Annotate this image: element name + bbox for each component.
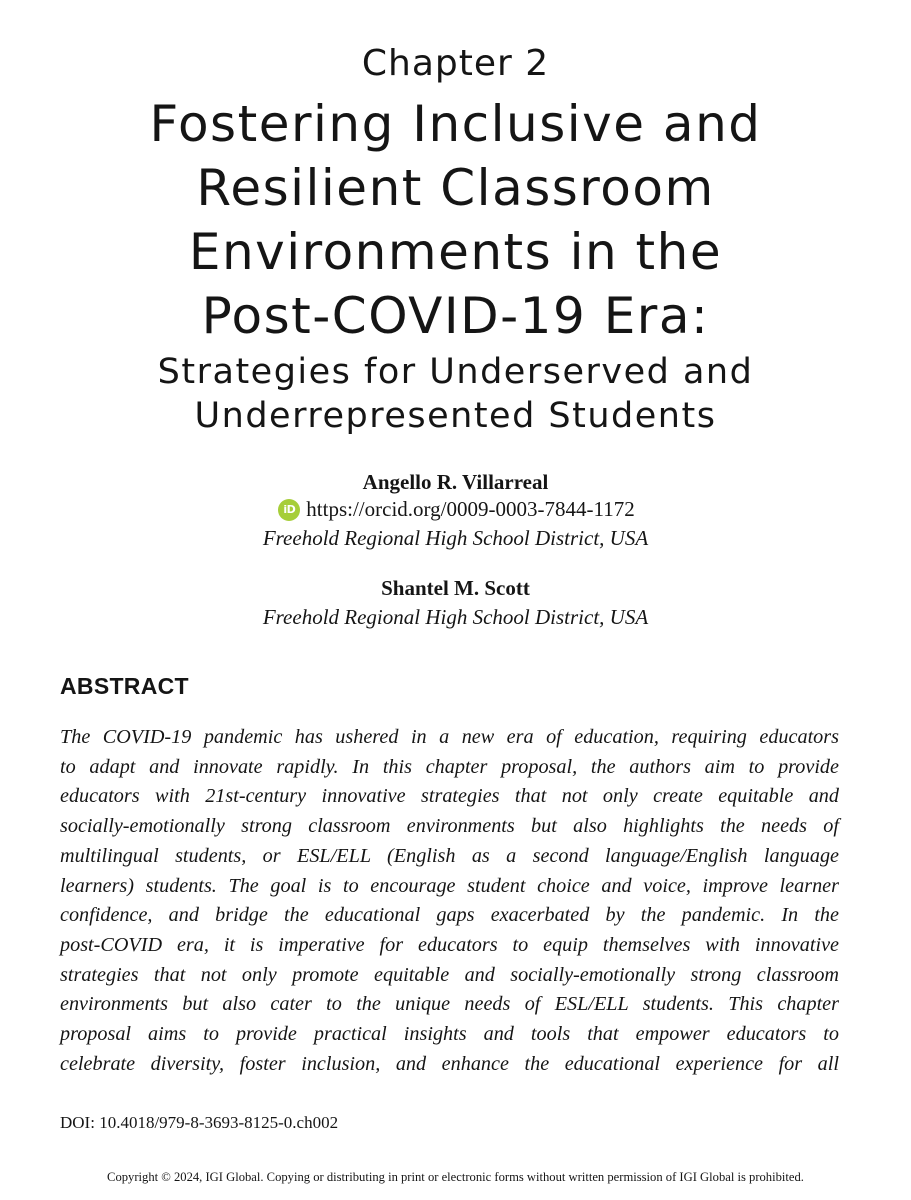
abstract-line: confidence, and bridge the educational gaps exacerbated by the pandemic. In the [60,904,839,927]
chapter-subtitle-line: Underrepresented Students [194,396,717,436]
chapter-title-line: Fostering Inclusive and [149,95,762,153]
chapter-subtitle-line: Strategies for Underserved and [157,352,754,392]
chapter-label: Chapter 2 [361,43,550,84]
abstract-line: post-COVID era, it is imperative for educators to equip themselves with innovative [60,933,839,956]
abstract-line: celebrate diversity, foster inclusion, and enhance the educational experience for all [60,1052,839,1075]
abstract-line: educators with 21st-century innovative strategies that not only create equitable and [60,785,839,808]
abstract-line: learners) students. The goal is to encourage student choice and voice, improve learner [60,874,839,897]
author-affiliation: Freehold Regional High School District, USA [262,605,649,629]
chapter-title-line: Environments in the [188,223,723,281]
author-list [0,469,911,632]
copyright-notice: Copyright © 2024, IGI Global. Copying or distributing in print or electronic forms without written permission of IGI Global is prohibited. [107,1170,804,1184]
chapter-title-line: Post-COVID-19 Era: [201,287,710,345]
chapter-title [0,92,911,348]
chapter-title-block [0,38,911,438]
chapter-title-line: Resilient Classroom [196,159,715,217]
abstract-text [60,723,839,1079]
abstract-line: proposal aims to provide practical insights and tools that empower educators to [60,1023,839,1046]
chapter-subtitle [0,350,911,438]
orcid-line [0,496,911,523]
abstract-line: environments but also cater to the unique needs of ESL/ELL students. This chapter [60,993,839,1016]
abstract-line: multilingual students, or ESL/ELL (English as a second language/English language [60,844,839,867]
orcid-link[interactable]: https://orcid.org/0009-0003-7844-1172 [306,497,635,521]
abstract-line: socially-emotionally strong classroom environments but also highlights the needs of [60,815,839,838]
abstract-line: to adapt and innovate rapidly. In this chapter proposal, the authors aim to provide [60,755,839,778]
abstract-line: The COVID-19 pandemic has ushered in a new era of education, requiring educators [60,726,839,748]
author-affiliation: Freehold Regional High School District, USA [262,526,649,550]
author-name: Shantel M. Scott [381,576,530,600]
abstract-heading: ABSTRACT [60,673,189,699]
orcid-icon[interactable]: iD [278,499,300,521]
author-name: Angello R. Villarreal [362,470,549,494]
abstract-line: strategies that not only promote equitable and socially-emotionally strong classroom [60,963,839,986]
doi-text: DOI: 10.4018/979-8-3693-8125-0.ch002 [60,1113,339,1132]
